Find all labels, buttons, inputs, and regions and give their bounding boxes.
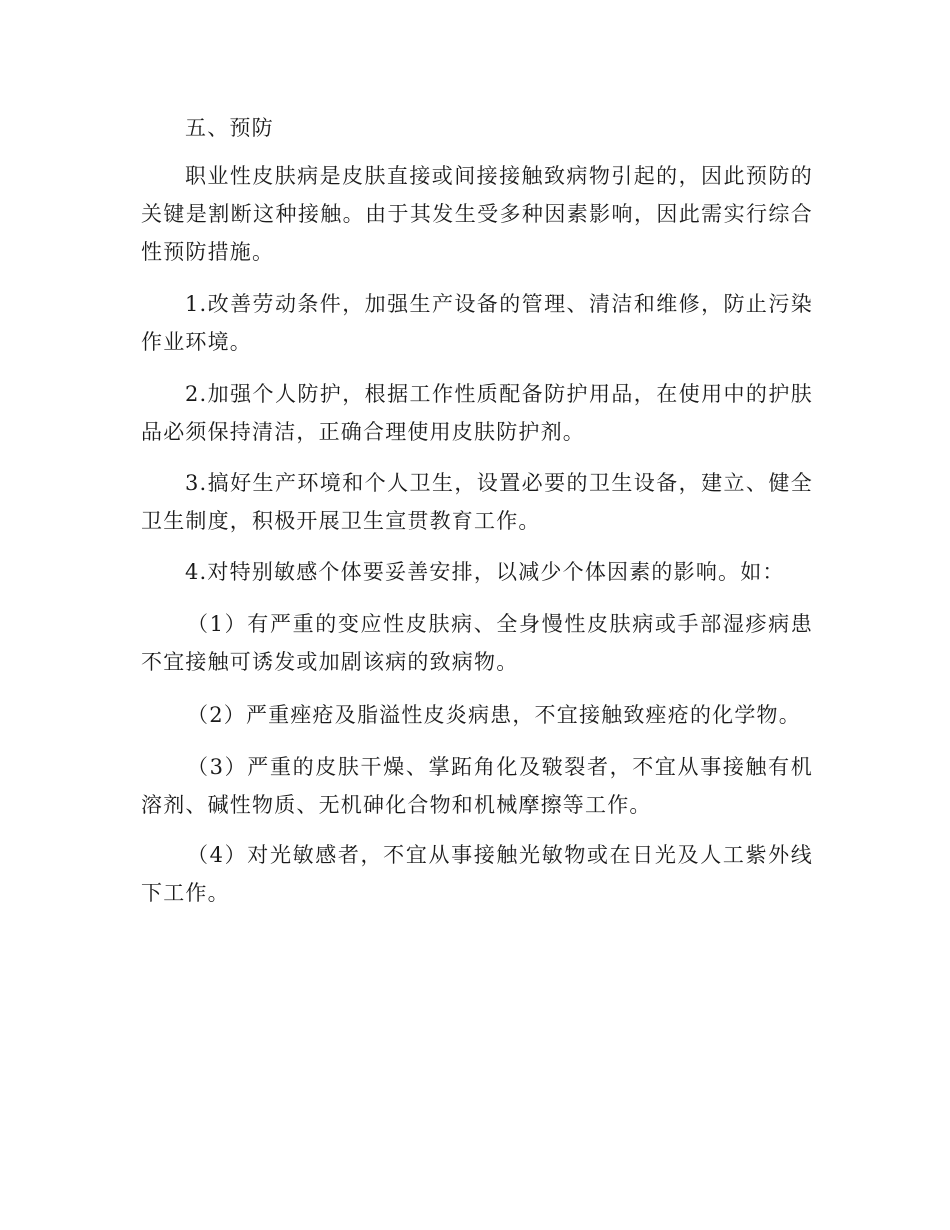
measure-item-2: 2.加强个人防护，根据工作性质配备防护用品，在使用中的护肤品必须保持清洁，正确合理使用皮肤防护剂。 [141, 382, 813, 444]
intro-paragraph: 职业性皮肤病是皮肤直接或间接接触致病物引起的，因此预防的关键是割断这种接触。由于其发生受多种因素影响，因此需实行综合性预防措施。 [141, 164, 813, 264]
measure-item-4: 4.对特别敏感个体要妥善安排，以减少个体因素的影响。如： [185, 560, 785, 584]
measure-item-1: 1.改善劳动条件，加强生产设备的管理、清洁和维修，防止污染作业环境。 [141, 292, 813, 354]
sub-item-3: （3）严重的皮肤干燥、掌跖角化及皲裂者，不宜从事接触有机溶剂、碱性物质、无机砷化合物和机械摩擦等工作。 [141, 755, 813, 817]
sub-item-2: （2）严重痤疮及脂溢性皮炎病患，不宜接触致痤疮的化学物。 [187, 703, 801, 727]
section-heading: 五、预防 [185, 116, 274, 140]
measure-item-3: 3.搞好生产环境和个人卫生，设置必要的卫生设备，建立、健全卫生制度，积极开展卫生宣贯教育工作。 [141, 471, 813, 533]
sub-item-4: （4）对光敏感者，不宜从事接触光敏物或在日光及人工紫外线下工作。 [141, 843, 813, 905]
sub-item-1: （1）有严重的变应性皮肤病、全身慢性皮肤病或手部湿疹病患不宜接触可诱发或加剧该病的致病物。 [141, 612, 813, 674]
